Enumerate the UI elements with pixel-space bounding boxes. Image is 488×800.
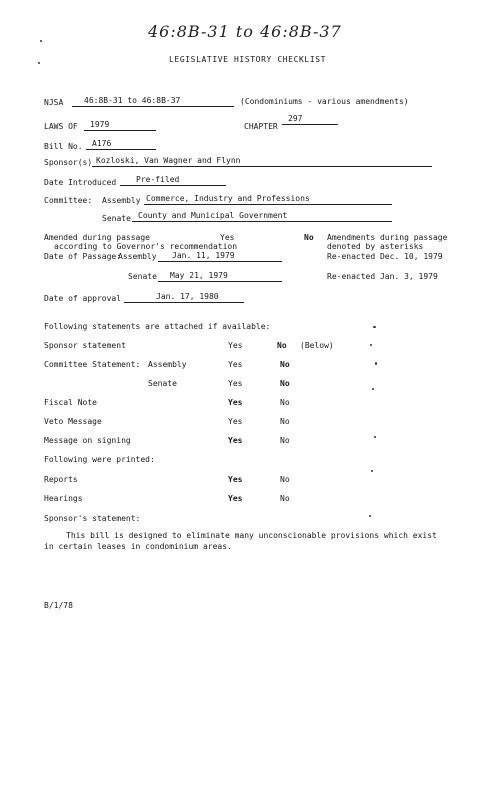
amended-label-2: according to Governor's recommendation	[54, 242, 238, 251]
date-passage-label: Date of Passage:	[44, 252, 122, 261]
committee-assembly-value: Commerce, Industry and Professions	[146, 194, 310, 203]
njsa-label: NJSA	[44, 98, 64, 107]
checklist-row-yes: Yes	[228, 398, 243, 407]
njsa-field	[72, 95, 234, 107]
committee-senate-field	[132, 210, 392, 222]
njsa-note: (Condominiums - various amendments)	[240, 97, 409, 106]
checklist-row-label: Reports	[44, 475, 78, 484]
checklist-row-label: Following were printed:	[44, 455, 155, 464]
amended-note-2: denoted by asterisks	[327, 242, 424, 251]
passage-senate-value: May 21, 1979	[170, 271, 228, 280]
amended-label-1: Amended during passage	[44, 233, 150, 242]
checklist-row-yes: Yes	[228, 494, 243, 503]
bill-no-label: Bill No.	[44, 142, 83, 151]
committee-senate-value: County and Municipal Government	[138, 211, 288, 220]
laws-of-label: LAWS OF	[44, 122, 78, 131]
chapter-field	[282, 113, 338, 125]
committee-assembly-label: Assembly	[102, 196, 141, 205]
checklist-row-no: No	[280, 475, 290, 484]
checklist-row-yes: Yes	[228, 417, 243, 426]
checklist-row-label: Fiscal Note	[44, 398, 97, 407]
checklist-row-yes: Yes	[228, 379, 243, 388]
checklist-row-label: Veto Message	[44, 417, 102, 426]
checklist-row-note: (Below)	[300, 341, 334, 350]
handwritten-statute-range: 46:8B-31 to 46:8B-37	[148, 22, 342, 41]
checklist-row-no: No	[280, 494, 290, 503]
passage-senate-field	[158, 270, 282, 282]
laws-of-value: 1979	[90, 120, 110, 129]
passage-assembly-field	[158, 250, 282, 262]
checklist-row-no: No	[280, 417, 290, 426]
checklist-row-no: No	[280, 379, 290, 388]
date-introduced-value: Pre-filed	[136, 175, 180, 184]
amended-no: No	[304, 233, 314, 242]
checklist-row-label: Message on signing	[44, 436, 131, 445]
checklist-row-no: No	[280, 360, 290, 369]
approval-label: Date of approval	[44, 294, 122, 303]
reenacted-note-2: Re-enacted Jan. 3, 1979	[327, 272, 438, 281]
reenacted-note-1: Re-enacted Dec. 10, 1979	[327, 252, 443, 261]
committee-label: Committee:	[44, 196, 93, 205]
page-title: LEGISLATIVE HISTORY CHECKLIST	[169, 55, 327, 64]
passage-senate-label: Senate	[128, 272, 157, 281]
checklist-row-yes: Yes	[228, 360, 243, 369]
committee-senate-label: Senate	[102, 214, 131, 223]
checklist-heading: Following statements are attached if available:	[44, 322, 271, 331]
date-introduced-label: Date Introduced	[44, 178, 117, 187]
bill-no-field	[86, 138, 156, 150]
chapter-value: 297	[288, 114, 303, 123]
statement-label: Sponsor's statement:	[44, 514, 141, 523]
statement-text-line-1: This bill is designed to eliminate many unconscionable provisions which exist	[66, 531, 437, 540]
checklist-row-yes: Yes	[228, 475, 243, 484]
checklist-row-no: No	[280, 436, 290, 445]
sponsors-field	[92, 155, 432, 167]
amended-yes: Yes	[220, 233, 235, 242]
checklist-row-label: Committee Statement:	[44, 360, 141, 369]
amended-note-1: Amendments during passage	[327, 233, 448, 242]
laws-of-field	[84, 119, 156, 131]
checklist-row-yes: Yes	[228, 436, 243, 445]
checklist-row-yes: Yes	[228, 341, 243, 350]
sponsors-value: Kozloski, Van Wagner and Flynn	[96, 156, 241, 165]
passage-assembly-label: Assembly	[118, 252, 157, 261]
bill-no-value: A176	[92, 139, 112, 148]
committee-assembly-field	[144, 193, 392, 205]
chapter-label: CHAPTER	[244, 122, 278, 131]
checklist-row-no: No	[277, 341, 287, 350]
checklist-row-label: Hearings	[44, 494, 83, 503]
date-introduced-field	[120, 174, 226, 186]
checklist-row-no: No	[280, 398, 290, 407]
sponsors-label: Sponsor(s)	[44, 158, 93, 167]
checklist-row-label: Sponsor statement	[44, 341, 126, 350]
approval-field	[124, 291, 244, 303]
njsa-value: 46:8B-31 to 46:8B-37	[84, 96, 181, 105]
statement-text-line-2: in certain leases in condominium areas.	[44, 542, 232, 551]
approval-value: Jan. 17, 1980	[156, 292, 219, 301]
checklist-row-sub: Assembly	[148, 360, 187, 369]
footer-code: B/1/78	[44, 601, 73, 610]
checklist-row-sub: Senate	[148, 379, 177, 388]
passage-assembly-value: Jan. 11, 1979	[172, 251, 235, 260]
